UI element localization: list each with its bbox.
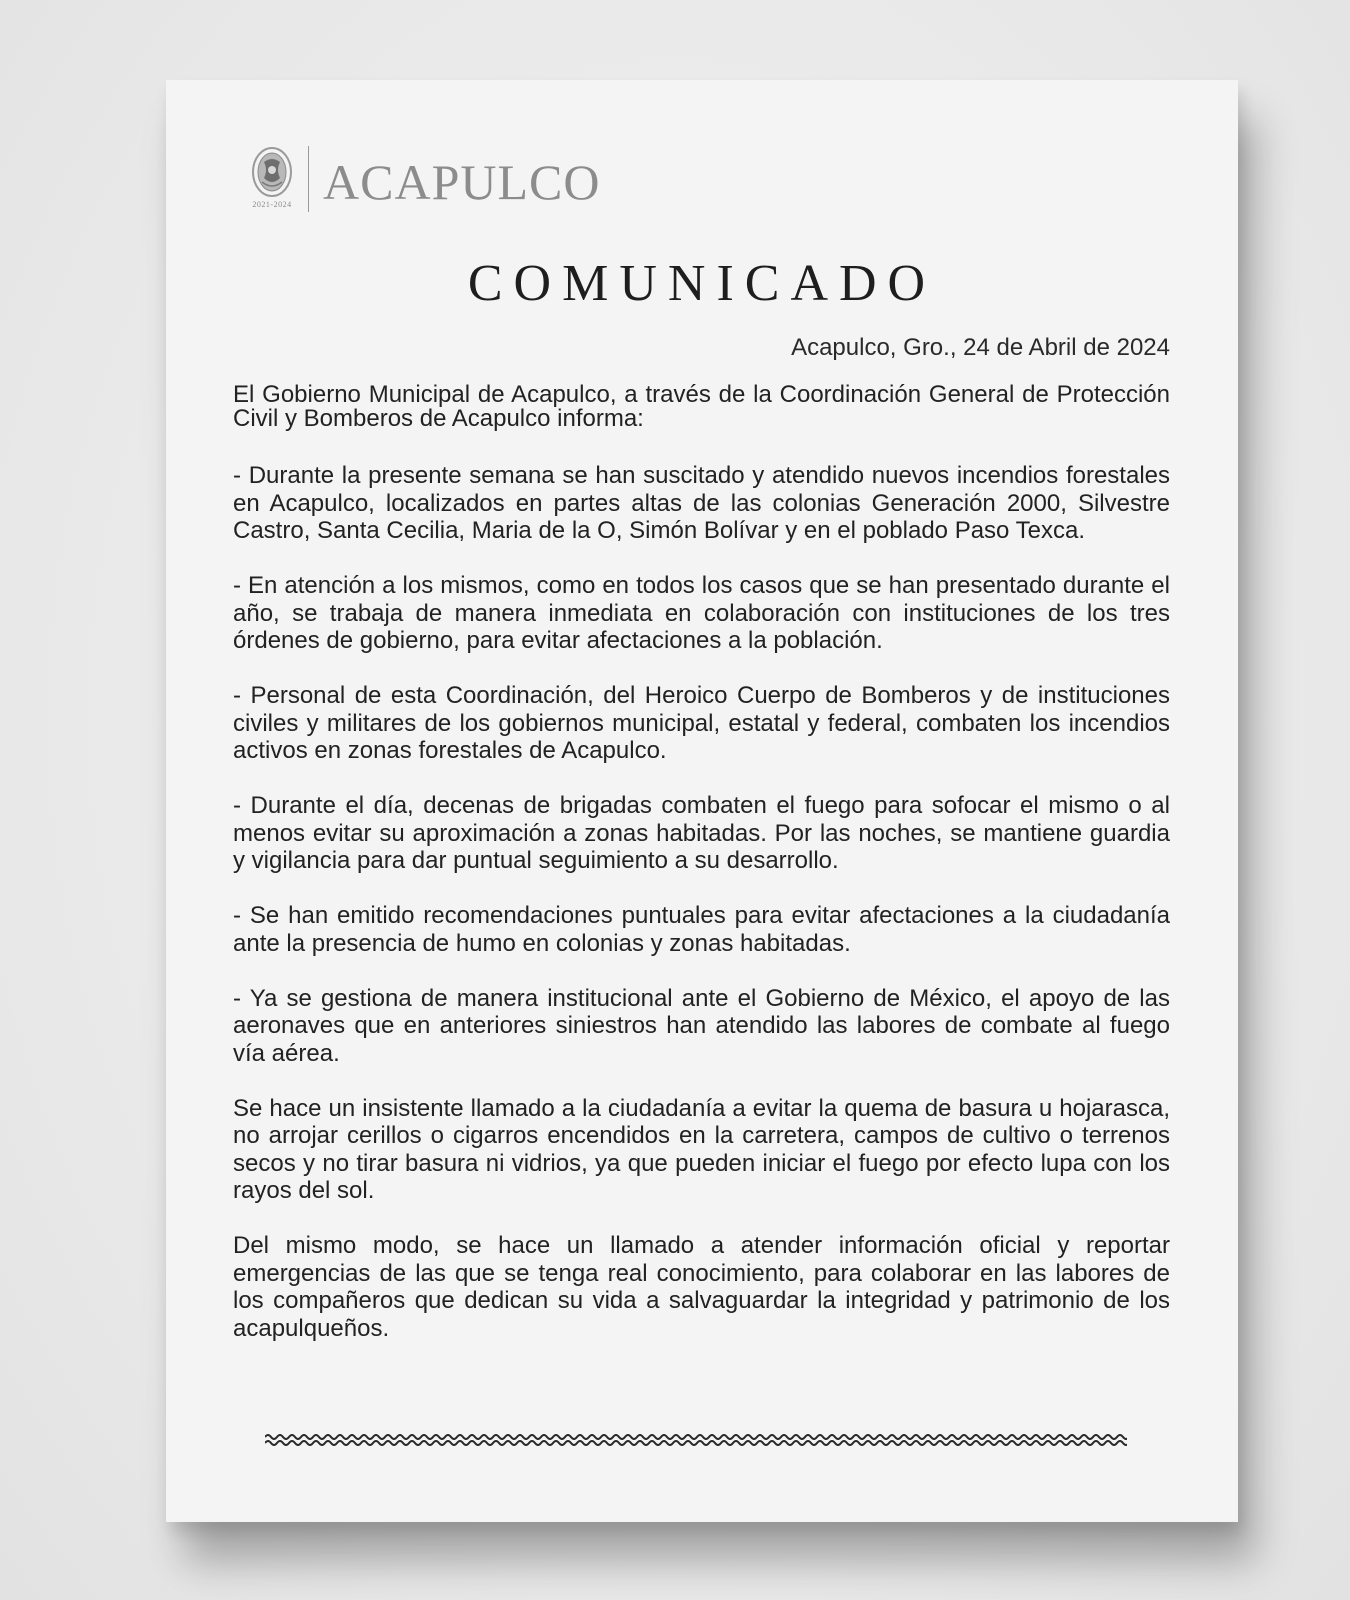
acapulco-seal-icon	[246, 144, 298, 214]
paragraph: - Personal de esta Coordinación, del Heroico Cuerpo de Bomberos y de instituciones civiles y militares de los gobiernos municipal, estatal y federal, combaten los incendios activos en zonas forestales de Acapulco.	[233, 682, 1170, 764]
document-title: COMUNICADO	[467, 255, 937, 312]
paragraph: - Durante el día, decenas de brigadas combaten el fuego para sofocar el mismo o al menos evitar su aproximación a zonas habitadas. Por las noches, se mantiene guardia y vigilancia para dar puntual seguimiento a su desarrollo.	[233, 792, 1170, 874]
document-body	[233, 383, 1170, 1370]
seal-years: 2021-2024	[252, 200, 292, 209]
paragraph: - Ya se gestiona de manera institucional ante el Gobierno de México, el apoyo de las aeronaves que en anteriores siniestros han atendido las labores de combate al fuego vía aérea.	[233, 984, 1170, 1067]
paragraph: Se hace un insistente llamado a la ciudadanía a evitar la quema de basura u hojarasca, no arrojar cerillos o cigarros encendidos en la carretera, campos de cultivo o terrenos secos y no tirar basura ni vidrios, ya que pueden iniciar el fuego por efecto lupa con los rayos del sol.	[233, 1094, 1170, 1204]
wave-divider-icon	[265, 1432, 1127, 1453]
paragraph: - En atención a los mismos, como en todos los casos que se han presentado durante el año, se trabaja de manera inmediata en colaboración con instituciones de los tres órdenes de gobierno, para evitar afectaciones a la población.	[233, 572, 1170, 654]
paragraph: - Se han emitido recomendaciones puntuales para evitar afectaciones a la ciudadanía ante la presencia de humo en colonias y zonas habitadas.	[233, 902, 1170, 957]
acapulco-wordmark: ACAPULCO	[323, 154, 601, 210]
date-line: Acapulco, Gro., 24 de Abril de 2024	[791, 334, 1170, 361]
letterhead-logo	[246, 144, 600, 214]
paragraph: Del mismo modo, se hace un llamado a atender información oficial y reportar emergencias de las que se tenga real conocimiento, para colaborar en las labores de los compañeros que dedican su vida a salvaguardar la integridad y patrimonio de los acapulqueños.	[233, 1232, 1170, 1342]
paragraph: - Durante la presente semana se han suscitado y atendido nuevos incendios forestales en Acapulco, localizados en partes altas de las colonias Generación 2000, Silvestre Castro, Santa Cecilia, Maria de la O, Simón Bolívar y en el poblado Paso Texca.	[233, 462, 1170, 544]
document-page	[166, 80, 1238, 1522]
paragraph-intro: El Gobierno Municipal de Acapulco, a través de la Coordinación General de Protección Civil y Bomberos de Acapulco informa:	[233, 381, 1170, 432]
logo-divider	[308, 146, 309, 212]
